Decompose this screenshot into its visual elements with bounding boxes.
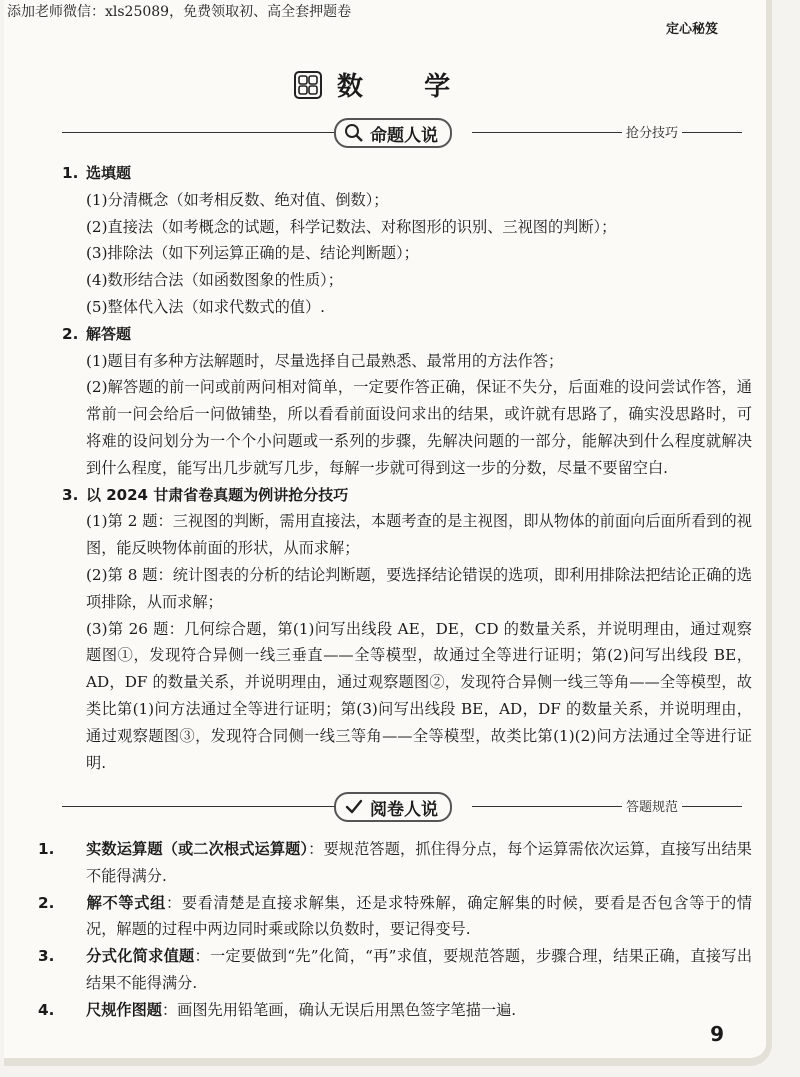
list-item: 4. 尺规作图题：画图先用铅笔画，确认无误后用黑色签字笔描一遍.: [38, 1000, 517, 1019]
banner-label: 阅卷人说: [370, 799, 438, 820]
page: [4, 0, 772, 1066]
checkmark-icon: [344, 797, 364, 817]
list-item: (2)解答题的前一问或前两问相对简单，一定要作答正确，保证不失分，后面难的设问尝试作答，通常前一问会给后一问做铺垫，所以看看前面设问求出的结果，或许就有思路了，确实没思路时，可将难的设问划分为一个个小问题或一系列的步骤，先解决问题的一部分，能解决到什么程度就解决到什么程度，能写出几步就写几步，每解一步就可得到这一步的分数，尽量不要留空白.: [86, 378, 752, 477]
banner-tag: 答题规范: [622, 796, 682, 815]
list-item: (2)直接法（如考概念的试题，科学记数法、对称图形的识别、三视图的判断）；: [86, 217, 617, 236]
page-title: [4, 66, 766, 103]
list-item: 1. 实数运算题（或二次根式运算题）：要规范答题，抓住得分点，每个运算需依次运算，直接写出结果不能得满分.: [38, 840, 752, 885]
watermark-text: 添加老师微信：xls25089，免费领取初、高全套押题卷: [4, 0, 354, 22]
list-item: (3)排除法（如下列运算正确的是、结论判断题）；: [86, 244, 419, 263]
brand-label: 定心秘笈: [665, 22, 718, 37]
banner-pill: [334, 118, 452, 148]
section-yuejuan-content: [38, 836, 753, 1024]
list-item: (1)题目有多种方法解题时，尽量选择自己最熟悉、最常用的方法作答；: [86, 351, 564, 370]
heading: 解答题: [86, 324, 132, 343]
heading: 以 2024 甘肃省卷真题为例讲抢分技巧: [86, 485, 349, 504]
list-item: (4)数形结合法（如函数图象的性质）；: [86, 271, 343, 290]
list-item: (2)第 8 题：统计图表的分析的结论判断题，要选择结论错误的选项，即利用排除法把结论正确的选项排除，从而求解；: [86, 565, 752, 611]
list-item: (5)整体代入法（如求代数式的值）.: [86, 297, 325, 316]
page-number: 9: [710, 1022, 724, 1046]
magnifier-icon: [344, 123, 364, 143]
section-mingti-content: 1. 选填题 (1)分清概念（如考相反数、绝对值、倒数）； (2)直接法（如考概念的试题，科学记数法、对称图形的识别、三视图的判断）； (3)排除法（如下列运算正确的是、结论判断题）； (4)数形结合法（如函数图象的性质）； (5)整体代入法（如求代数式的值）. 2. 解答题 (1)题目有多种方法解题时，尽量选择自己最熟悉、最常用的方法作答； (2)解答题的前一问或前两问相对简单，一定要作答正确，保证不失分，后面难的设问尝试作答，通常前一问会给后一问做铺垫，所以看看前面设问求出的结果，或许就有思路了，确实没思路时，可将难的设问划分为一个个小问题或一系列的步骤，先解决问题的一部分，能解决到什么程度就解决到什么程度，能写出几步就写几步，每解一步就可得到这一步的分数，尽量不要留空白. 3. 以 2024 甘肃省卷真题为例讲抢分技巧 (1)第 2 题：三视图的判断，需用直接法，本题考查的是主视图，即从物体的前面向后面所看到的视图，能反映物体前面的形状，从而求解； (2)第 8 题：统计图表的分析的结论判断题，要选择结论错误的选项，即利用排除法把结论正确的选项排除，从而求解； (3)第 26 题：几何综合题，第(1)问写出线段 AE，DE，CD 的数量关系，并说明理由，通过观察题图①，发现符合异侧一线三垂直——全等模型，故通过全等进行证明；第(2)问写出线段 BE，AD，DF 的数量关系，并说明理由，通过观察题图②，发现符合异侧一线三等角——全等模型，故类比第(1)问方法通过全等进行证明；第(3)问写出线段 BE，AD，DF 的数量关系，并说明理由，通过观察题图③，发现符合同侧一线三等角——全等模型，故类比第(1)(2)问方法通过全等进行证明.: [62, 160, 752, 776]
banner-pill: [334, 792, 452, 822]
section-banner-yuejuan: [62, 792, 742, 822]
list-item: 3. 分式化简求值题：一定要做到“先”化简，“再”求值，要规范答题，步骤合理，结果正确，直接写出结果不能得满分.: [38, 947, 753, 992]
math-grid-icon: [294, 71, 322, 99]
banner-label: 命题人说: [370, 125, 438, 146]
subject-title: 数 学: [337, 72, 477, 102]
heading: 选填题: [86, 164, 132, 182]
list-item: 2. 解不等式组：要看清楚是直接求解集，还是求特殊解，确定解集的时候，要看是否包含等于的情况，解题的过程中两边同时乘或除以负数时，要记得变号.: [38, 893, 753, 939]
list-item: (1)分清概念（如考相反数、绝对值、倒数）；: [86, 190, 389, 209]
list-item: (1)第 2 题：三视图的判断，需用直接法，本题考查的是主视图，即从物体的前面向后面所看到的视图，能反映物体前面的形状，从而求解；: [86, 512, 752, 558]
banner-tag: 抢分技巧: [622, 122, 682, 141]
section-banner-mingti: [62, 118, 742, 148]
list-item: (3)第 26 题：几何综合题，第(1)问写出线段 AE，DE，CD 的数量关系，并说明理由，通过观察题图①，发现符合异侧一线三垂直——全等模型，故通过全等进行证明；第(2)问写出线段 BE，AD，DF 的数量关系，并说明理由，通过观察题图②，发现符合异侧一线三等角——全等模型，故类比第(1)问方法通过全等进行证明；第(3)问写出线段 BE，AD，DF 的数量关系，并说明理由，通过观察题图③，发现符合同侧一线三等角——全等模型，故类比第(1)(2)问方法通过全等进行证明.: [86, 619, 752, 772]
